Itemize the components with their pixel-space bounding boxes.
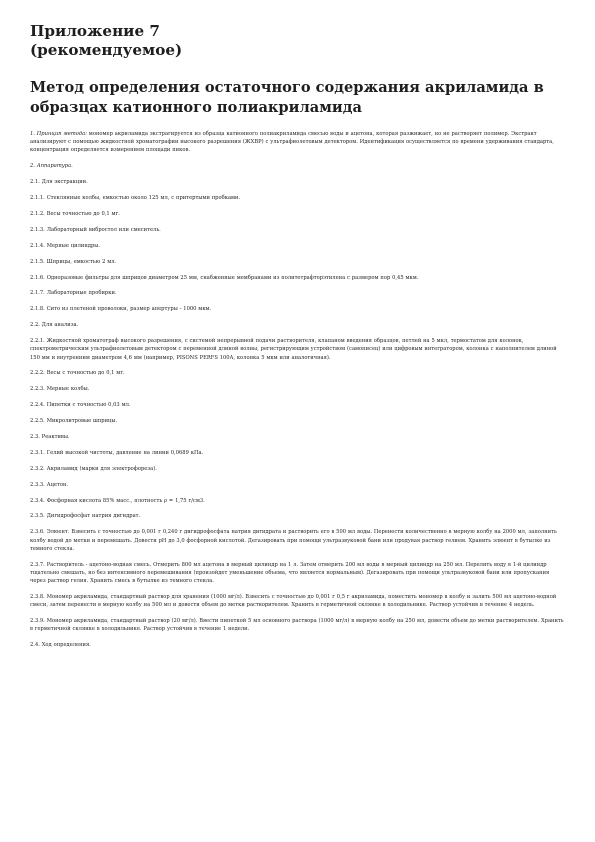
paragraph-text: 2.1.7. Лабораторные пробирки.	[30, 290, 117, 297]
paragraph-text: 2.2.2. Весы с точностью до 0,1 мг.	[30, 370, 125, 377]
paragraph-text: 2.3.9. Мономер акриламида, стандартный раствор (20 мг/л). Ввести пипеткой 5 мл основного раствора (1000 мг/л) в мерную колбу на 250 мл, довести объем до метки растворителем. Хранить в герметичной склянке в холодильнике. Раствор устойчив в течение 1 недели.	[30, 617, 564, 633]
paragraph-text: 2.1. Для экстракции.	[30, 179, 88, 186]
paragraph	[30, 561, 565, 586]
paragraph	[30, 481, 565, 489]
paragraph-text: 2.3.6. Элюент. Взвесить с точностью до 0,001 г 0,240 г дигидрофосфата натрия дигидрата и растворить его в 500 мл воды. Перенести количественно в мерную колбу на 2000 мл, заполнить колбу водой до метки и перемешать. Довести pH до 3,0 фосфорной кислотой. Дегазировать при помощи ультразвуковой бани или продувая раствор гелием. Хранить элюент в бутылке из темного стекла.	[30, 529, 557, 552]
paragraph	[30, 528, 565, 553]
paragraph-text: 2.1.3. Лабораторный вибростол или смеситель.	[30, 226, 161, 233]
paragraph	[30, 641, 565, 649]
paragraph-text: 2.2. Для анализа.	[30, 322, 79, 329]
paragraph	[30, 617, 565, 633]
method-heading	[30, 78, 565, 118]
paragraph-text: 2.3.7. Растворитель - ацетоно-водная смесь. Отмерить 800 мл ацетона в мерный цилиндр на 1 л. Затем отмерить 200 мл воды в мерный цилиндр на 250 мл. Перелить воду в 1-й цилиндр тщательно смешать, но без интенсивного перемешивания (произойдет уменьшение объема, что является нормальным). Дегазировать при помощи ультразвуковой бани или пропускания через раствор гелия. Хранить смесь в бутылке из темного стекла.	[30, 561, 550, 584]
paragraph	[30, 465, 565, 473]
document-body	[30, 130, 565, 649]
paragraph-text: 2.3.3. Ацетон.	[30, 481, 69, 488]
paragraph-lead: 1. Принцип метода:	[30, 131, 87, 137]
paragraph-text: 2.3.1. Гелий высокой чистоты, давление на линии 0,0689 кПа.	[30, 449, 204, 456]
paragraph	[30, 401, 565, 409]
paragraph-text: 2.3. Реактивы.	[30, 433, 70, 440]
paragraph	[30, 305, 565, 313]
paragraph	[30, 210, 565, 218]
paragraph-text: 2.2.1. Жидкостной хроматограф высокого разрешения, с системой непрерывной подачи растворителя, клапаном введения образцов, петлей на 5 мкл, термостатом для колонок, спектрометрическим ультрафиолетовым детектором с переменной длиной волны, регистрирующим устройством (самописец) или цифровым интегратором, колонка с наполнителем длиной 150 мм и внутренним диаметром 4,6 мм (например, PISONS PERFS 100A, колонка 5 мкм или аналогичная).	[30, 338, 557, 361]
paragraph-text: 2.2.4. Пипетки с точностью 0,03 мл.	[30, 402, 131, 409]
appendix-title: Приложение 7	[30, 22, 160, 40]
paragraph	[30, 194, 565, 202]
paragraph-text: 2.2.3. Мерные колбы.	[30, 386, 90, 393]
paragraph-text: 2.1.1. Стеклянные колбы, емкостью около 125 мл, с притертыми пробками.	[30, 195, 241, 202]
paragraph-lead: 2. Аппаратура.	[30, 163, 73, 170]
paragraph-text: 2.3.2. Акриламид (марки для электрофореза).	[30, 465, 157, 472]
paragraph	[30, 433, 565, 441]
paragraph-text: 2.4. Ход определения.	[30, 642, 91, 649]
paragraph	[30, 162, 565, 170]
paragraph	[30, 289, 565, 297]
paragraph-text: 2.2.5. Микролитровые шприцы.	[30, 418, 118, 425]
paragraph-text: 2.3.8. Мономер акриламида, стандартный раствор для хранения (1000 мг/л). Взвесить с точностью до 0,001 г 0,5 г акриламида, поместить мономер в колбу и залить 500 мл ацетоно-водной смеси, затем перенести в мерную колбу на 500 мл и довести объем до метки растворителем. Хранить в герметичной склянке в холодильнике. Раствор устойчив в течение 4 недель.	[30, 593, 557, 609]
paragraph	[30, 497, 565, 505]
paragraph-text: 2.1.6. Одноразовые фильтры для шприцов диаметром 25 мм, снабженные мембранами из политетрафторэтилена с размером пор 0,45 мкм.	[30, 274, 419, 281]
paragraph-text: 2.1.2. Весы точностью до 0,1 мг.	[30, 210, 120, 217]
paragraph	[30, 321, 565, 329]
appendix-subtitle: (рекомендуемое)	[30, 41, 183, 59]
paragraph	[30, 130, 565, 155]
paragraph	[30, 369, 565, 377]
paragraph	[30, 593, 565, 609]
paragraph-text: 2.1.4. Мерные цилиндры.	[30, 242, 101, 249]
paragraph	[30, 274, 565, 282]
paragraph-text: 2.3.4. Фосфорная кислота 85% масс., плотность ρ = 1,75 г/см3.	[30, 497, 205, 504]
paragraph-text: 2.1.8. Сито из плетеной проволоки, размер апертуры - 1000 мкм.	[30, 306, 212, 313]
paragraph	[30, 512, 565, 520]
paragraph-text: мономер акриламида экстрагируется из образца катионного полиакриламида смесью воды и ацетона, которая разжижает, но не растворяет полимер. Экстракт анализируют с помощью жидкостной хроматографии высокого разрешения (ЖХВР) с ультрафиолетовым детектором. Идентификация осуществляется по времени удерживания стандарта, концентрация определяется измерением площади пиков.	[30, 131, 554, 154]
paragraph-text: 2.3.5. Дигидрофосфат натрия дигидрат.	[30, 513, 141, 520]
paragraph	[30, 178, 565, 186]
paragraph	[30, 417, 565, 425]
paragraph	[30, 258, 565, 266]
paragraph	[30, 385, 565, 393]
paragraph	[30, 242, 565, 250]
paragraph-text: 2.1.5. Шприцы, емкостью 2 мл.	[30, 258, 117, 265]
paragraph	[30, 226, 565, 234]
paragraph	[30, 337, 565, 362]
method-heading-line2: образцах катионного полиакриламида	[30, 99, 362, 116]
method-heading-line1: Метод определения остаточного содержания акриламида в	[30, 79, 544, 96]
paragraph	[30, 449, 565, 457]
